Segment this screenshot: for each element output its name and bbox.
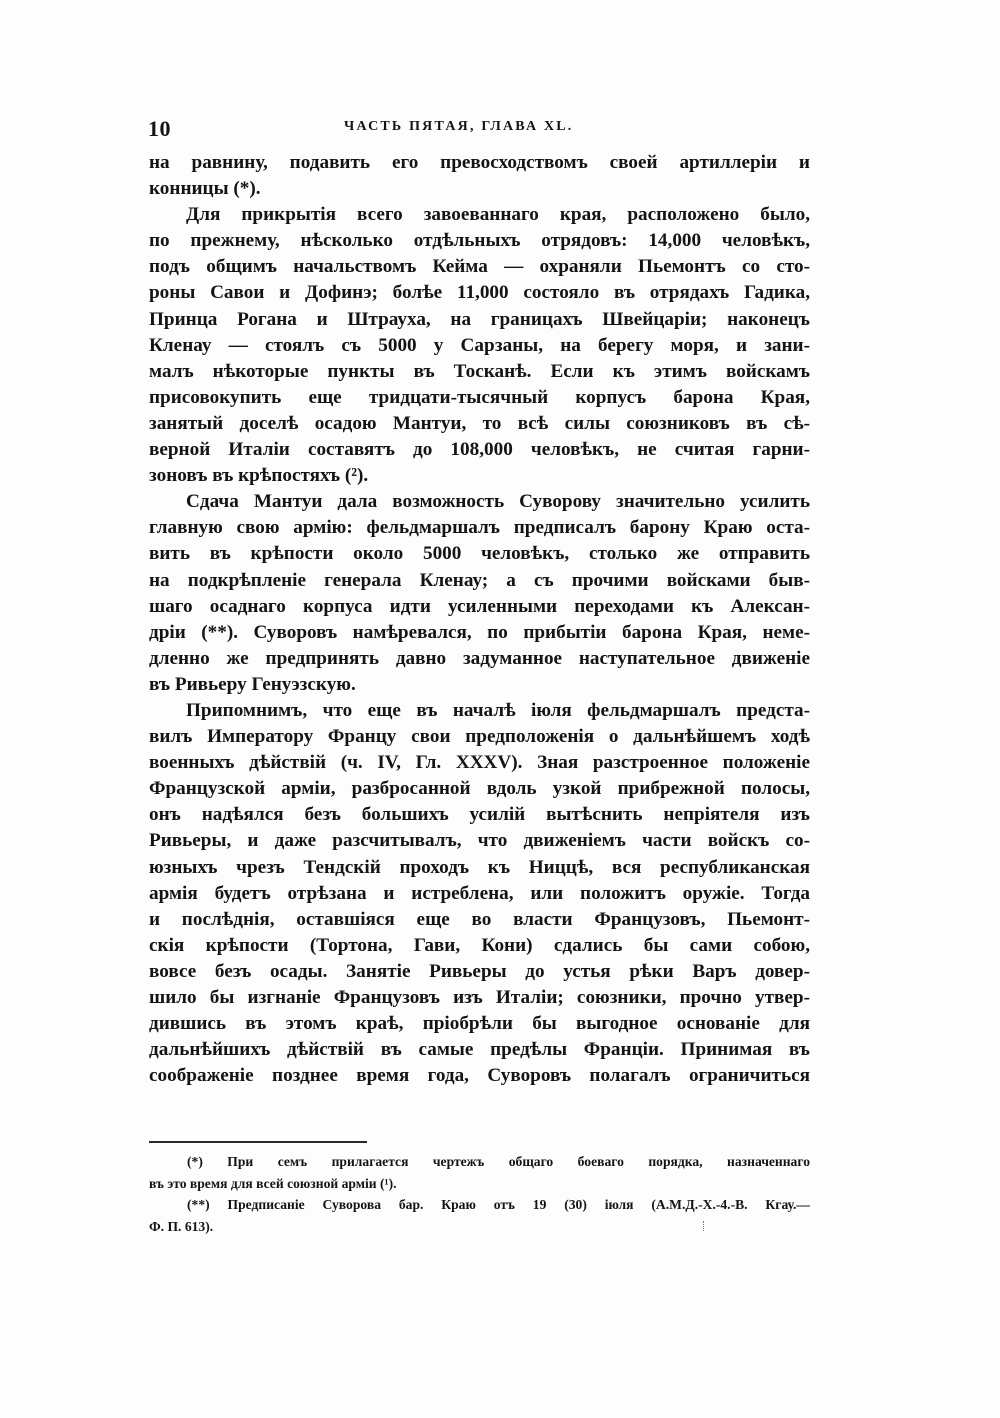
text-line: верной Италіи составятъ до 108,000 человѣкъ, не считая гарни- (149, 439, 810, 461)
footnote-line: (**) Предписаніе Суворова бар. Краю отъ 19 (30) іюля (А.М.Д.-Х.-4.-В. Кгау.— (187, 1197, 810, 1212)
scan-speck (703, 1221, 706, 1231)
text-line: армія будетъ отрѣзана и истреблена, или положитъ оружіе. Тогда (149, 882, 810, 904)
text-line: подъ общимъ начальствомъ Кейма — охраняли Пьемонтъ со сто- (149, 256, 810, 278)
text-line: по прежнему, нѣсколько отдѣльныхъ отрядовъ: 14,000 человѣкъ, (149, 230, 810, 252)
text-line: дленно же предпринять давно задуманное наступательное движеніе (149, 647, 810, 669)
text-line: дальнѣйшихъ дѣйствій въ самые предѣлы Франціи. Принимая въ (149, 1039, 810, 1061)
text-line: юзныхъ чрезъ Тендскій проходъ къ Ниццѣ, вся республиканская (149, 856, 810, 878)
text-line: Французской арміи, разбросанной вдоль узкой прибрежной полосы, (149, 778, 810, 800)
text-line: присовокупить еще тридцати-тысячный корпусъ барона Края, (149, 386, 810, 408)
footnote-line: Ф. П. 613). (149, 1218, 214, 1234)
text-line: скія крѣпости (Тортона, Гави, Кони) сдались бы сами собою, (149, 934, 810, 956)
text-line: роны Савои и Дофинэ; болѣе 11,000 состояло въ отрядахъ Гадика, (149, 282, 810, 304)
paragraph-start-line: Для прикрытія всего завоеваннаго края, расположено было, (186, 204, 810, 226)
text-line: Ривьеры, и даже разсчитывалъ, что движеніемъ части войскъ со- (149, 830, 810, 852)
text-line: военныхъ дѣйствій (ч. IV, Гл. XXXV). Зная разстроенное положеніе (149, 752, 810, 774)
text-line: главную свою армію: фельдмаршалъ предписалъ барону Краю оста- (149, 517, 810, 539)
text-line: Кленау — стоялъ съ 5000 у Сарзаны, на берегу моря, и зани- (149, 334, 810, 356)
running-head: ЧАСТЬ ПЯТАЯ, ГЛАВА XL. (344, 119, 574, 134)
page-header (148, 116, 810, 140)
body-text (149, 150, 810, 1089)
text-line: вовсе безъ осады. Занятіе Ривьеры до устья рѣки Варъ довер- (149, 960, 810, 982)
paragraph-start-line: Сдача Мантуи дала возможность Суворову значительно усилить (186, 491, 810, 513)
text-line: онъ надѣялся безъ большихъ усилій вытѣснить непріятеля изъ (149, 804, 810, 826)
text-line: и послѣднія, оставшіяся еще во власти Французовъ, Пьемонт- (149, 908, 810, 930)
text-line: на подкрѣпленіе генерала Кленау; а съ прочими войсками быв- (149, 569, 810, 591)
text-line: шило бы изгнаніе Французовъ изъ Италіи; союзники, прочно утвер- (149, 987, 810, 1008)
page-number: 10 (148, 116, 171, 141)
text-line: дріи (**). Суворовъ намѣревался, по прибытіи барона Края, неме- (149, 621, 810, 643)
text-line: Принца Рогана и Штрауха, на границахъ Швейцаріи; наконецъ (149, 308, 810, 330)
text-line: зоновъ въ крѣпостяхъ (²). (149, 465, 369, 487)
text-line: занятый доселѣ осадою Мантуи, то всѣ силы союзниковъ въ сѣ- (149, 412, 810, 434)
text-line: соображеніе позднее время года, Суворовъ полагалъ ограничиться (149, 1065, 810, 1087)
footnotes (149, 1151, 810, 1237)
text-line: на равнину, подавить его превосходствомъ своей артиллеріи и (149, 152, 810, 173)
text-line: вилъ Императору Францу свои предположенія о дальнѣйшемъ ходѣ (149, 726, 810, 748)
text-line: малъ нѣкоторые пункты въ Тосканѣ. Если къ этимъ войскамъ (149, 360, 810, 382)
text-line: въ Ривьеру Генуэзскую. (149, 673, 356, 695)
footnote-line: въ это время для всей союзной арміи (¹). (149, 1175, 397, 1191)
text-line: конницы (*). (149, 178, 261, 200)
text-line: шаго осаднаго корпуса идти усиленными переходами къ Алексан- (149, 595, 810, 617)
footnote-line: (*) При семъ прилагается чертежъ общаго боеваго порядка, назначеннаго (187, 1154, 810, 1169)
text-line: вить въ крѣпости около 5000 человѣкъ, столько же отправить (149, 543, 810, 565)
footnote-divider (149, 1141, 367, 1143)
paragraph-start-line: Припомнимъ, что еще въ началѣ іюля фельдмаршалъ предста- (186, 699, 810, 721)
text-line: дившись въ этомъ краѣ, пріобрѣли бы выгодное основаніе для (149, 1013, 810, 1035)
